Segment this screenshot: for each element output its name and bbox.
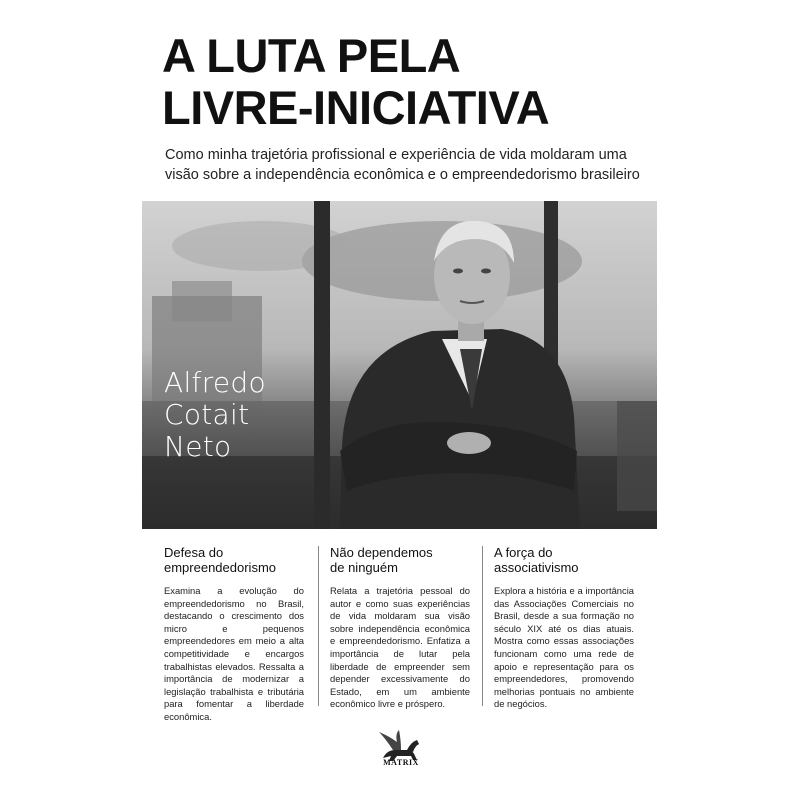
author-name-line-3: Neto: [164, 430, 232, 463]
column-heading-line-1: A força do: [494, 545, 553, 560]
book-title: [162, 30, 722, 134]
column-body: Explora a história e a importância das Associações Comerciais no Brasil, desde a sua formação no século XIX até os dias atuais. Mostra como essas associações funcionam como uma rede de apoio e representação para os empreendedores, promovendo melhorias pontuais no ambiente de negócios.: [494, 585, 634, 710]
column-nao-dependemos: [330, 545, 470, 711]
column-heading-line-2: de ninguém: [330, 560, 398, 575]
column-defesa: [164, 545, 304, 724]
column-divider: [482, 546, 483, 706]
column-heading-line-1: Defesa do: [164, 545, 224, 560]
author-name-line-1: Alfredo: [164, 366, 266, 399]
column-body: Examina a evolução do empreendedorismo no Brasil, destacando o crescimento dos micro e pequenos empreendedores em meio a alta competitividade e encargos trabalhistas elevados. Ressalta a importância de modernizar a legislação trabalhista e tributária para fomentar a liberdade econômica.: [164, 585, 304, 722]
subtitle-line-2: visão sobre a independência econômica e o empreendedorismo brasileiro: [165, 167, 640, 183]
column-heading-line-1: Não dependemos: [330, 545, 433, 560]
subtitle-line-1: Como minha trajetória profissional e experiência de vida moldaram uma: [165, 147, 627, 163]
author-name-line-2: Cotait: [164, 398, 250, 431]
column-heading-line-2: associativismo: [494, 560, 579, 575]
column-heading-line-2: empreendedorismo: [164, 560, 277, 575]
title-line-2: LIVRE-INICIATIVA: [162, 81, 550, 134]
publisher-logo-text: MATRIX: [383, 758, 419, 767]
column-heading: [164, 545, 304, 575]
title-line-1: A LUTA PELA: [162, 29, 461, 82]
author-photo-illustration: [142, 201, 657, 529]
author-photo: [142, 201, 657, 529]
column-body: Relata a trajetória pessoal do autor e como suas experiências de vida moldaram sua visão sobre independência econômica e empreendedorismo. Enfatiza a importância de lutar pela liberdade de empreender sem depender excessivamente do Estado, em um ambiente econômico livre e próspero.: [330, 585, 470, 710]
book-subtitle: [165, 145, 665, 185]
column-heading: [494, 545, 634, 575]
column-divider: [318, 546, 319, 706]
column-heading: [330, 545, 470, 575]
author-name: [164, 367, 266, 463]
column-associativismo: [494, 545, 634, 711]
